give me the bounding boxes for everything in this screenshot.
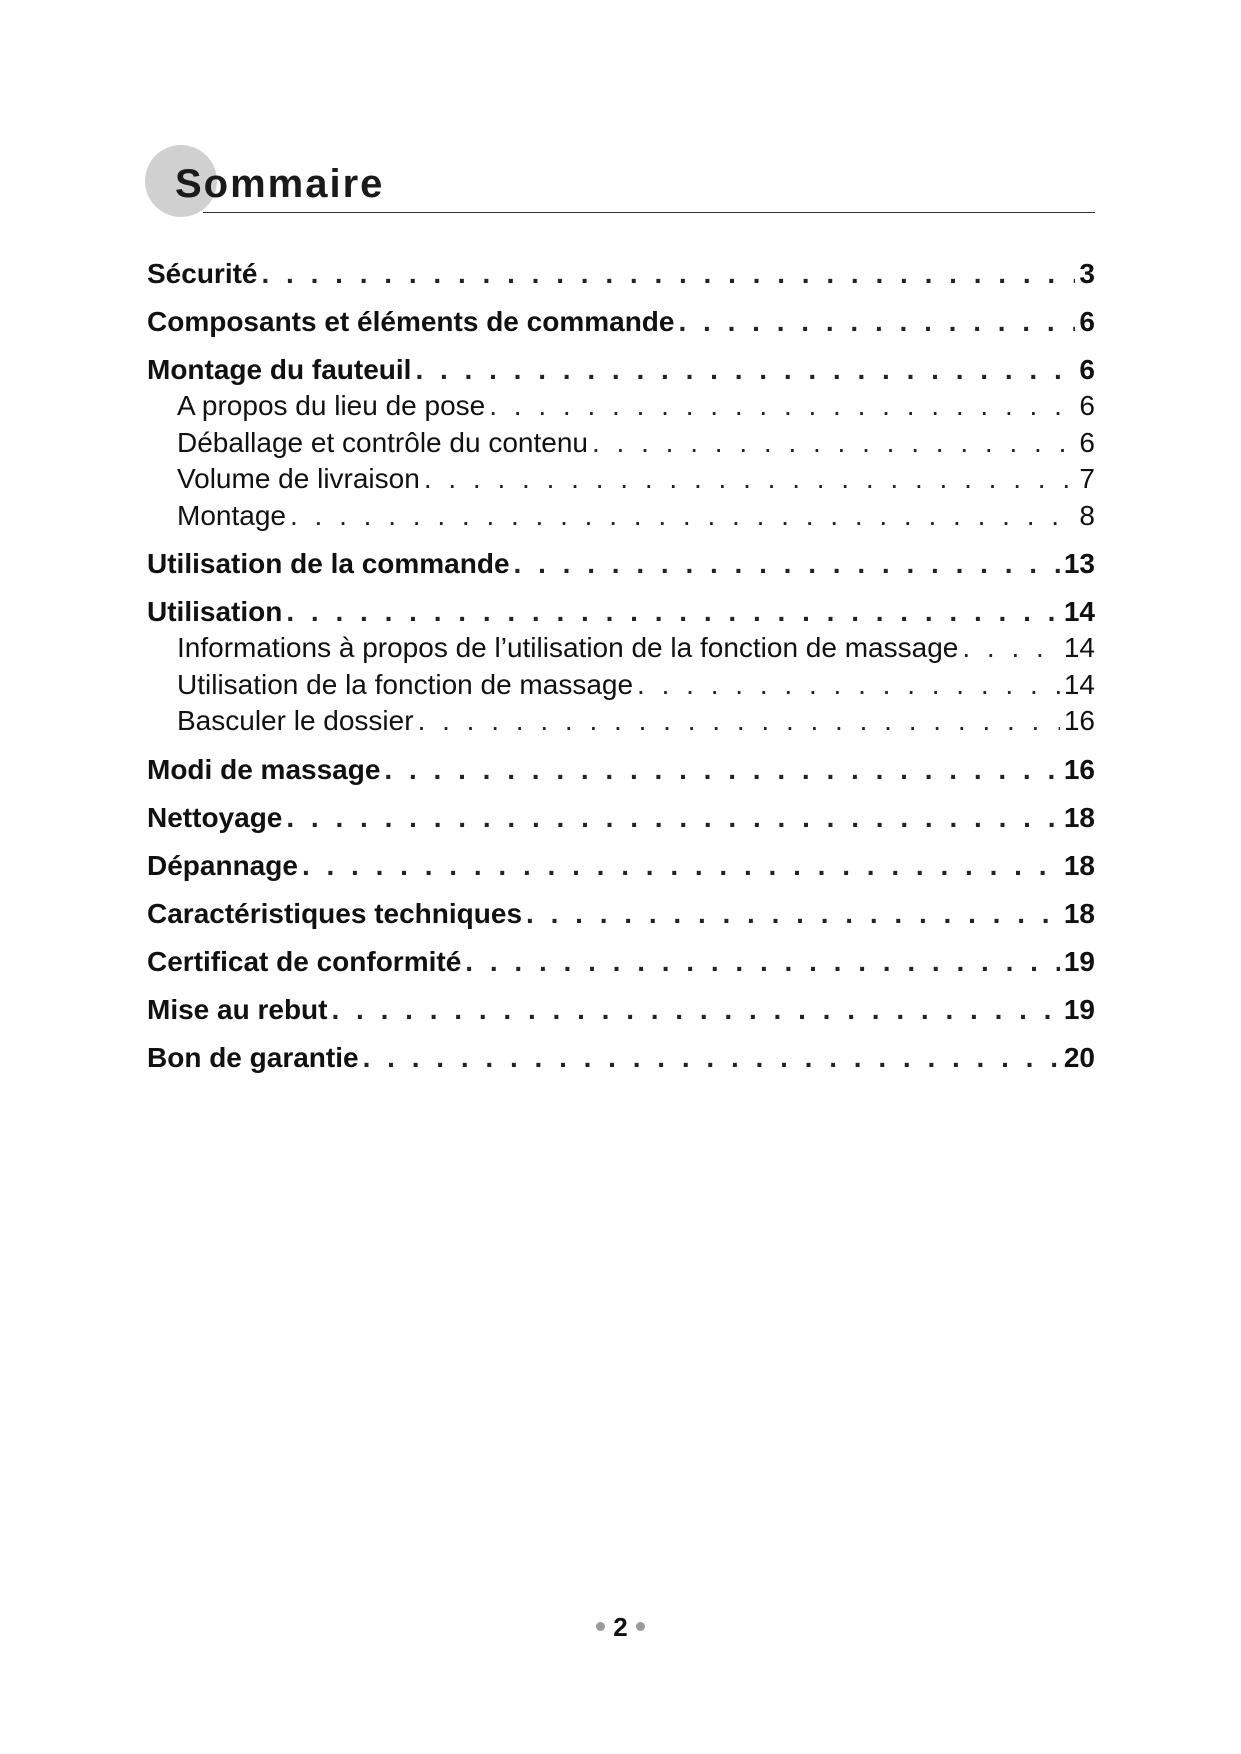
toc-dot-leader: [262, 258, 1076, 290]
footer-dot-right: [636, 1622, 645, 1631]
toc-entry-page: 20: [1063, 1041, 1095, 1073]
toc-entry-label: Déballage et contrôle du contenu: [177, 426, 588, 458]
toc-entry-label: Caractéristiques techniques: [147, 897, 523, 929]
toc-entry-label: Dépannage: [147, 849, 298, 881]
toc-entry-label: Utilisation: [147, 596, 283, 627]
toc-dot-leader: [418, 705, 1060, 737]
toc-entry: [147, 802, 1095, 838]
toc-entry-label: Montage: [177, 499, 286, 531]
toc-dot-leader: [286, 802, 1059, 834]
toc-entry-page: 14: [1063, 596, 1095, 627]
toc-subentry: [147, 390, 1095, 427]
toc-entry-label: Utilisation de la commande: [147, 548, 510, 579]
toc-dot-leader: [363, 1042, 1060, 1074]
toc-entry: [147, 898, 1095, 934]
toc-entry: [147, 754, 1095, 790]
toc-subentry: [147, 463, 1095, 500]
toc-entry-label: Volume de livraison: [177, 463, 420, 494]
toc-entry-label: Montage du fauteuil: [147, 354, 412, 385]
toc-entry-label: Certificat de conformité: [147, 945, 462, 977]
toc-dot-leader: [302, 850, 1060, 882]
toc-entry: [147, 850, 1095, 886]
toc-entry-page: 6: [1079, 390, 1095, 421]
page-number: 2: [613, 1612, 628, 1642]
toc-entry-page: 6: [1079, 354, 1095, 385]
toc-dot-leader: [465, 946, 1060, 978]
toc-dot-leader: [489, 390, 1075, 422]
toc-entry-page: 7: [1079, 463, 1095, 494]
toc-entry-page: 14: [1063, 632, 1095, 663]
toc-entry: [147, 596, 1095, 632]
toc-entry-label: A propos du lieu de pose: [177, 390, 486, 421]
toc-entry: [147, 354, 1095, 390]
toc-dot-leader: [290, 500, 1075, 532]
toc-entry-page: 3: [1079, 258, 1095, 289]
toc-entry-label: Composants et éléments de commande: [147, 306, 675, 337]
toc-entry-label: Nettoyage: [147, 801, 283, 833]
toc-subentry: [147, 705, 1095, 742]
toc-entry: [147, 946, 1095, 982]
toc-subentry: [147, 669, 1095, 706]
page-footer: [0, 1612, 1241, 1643]
toc-entry-label: Sécurité: [147, 258, 258, 289]
toc-entry: [147, 994, 1095, 1030]
toc-entry-page: 16: [1063, 753, 1095, 785]
toc-entry-page: 19: [1063, 945, 1095, 977]
toc-dot-leader: [514, 548, 1060, 580]
toc-dot-leader: [962, 632, 1059, 664]
toc-entry-page: 6: [1079, 426, 1095, 458]
toc-entry-page: 14: [1063, 668, 1095, 700]
toc-entry-label: Informations à propos de l’utilisation de la fonction de massage: [177, 632, 959, 663]
toc-subentry: [147, 500, 1095, 537]
toc-entry-label: Utilisation de la fonction de massage: [177, 668, 634, 700]
toc-entry-label: Modi de massage: [147, 753, 381, 785]
toc-entry: [147, 1042, 1095, 1078]
toc-entry: [147, 258, 1095, 294]
toc-entry-page: 18: [1063, 801, 1095, 833]
section-header: [145, 145, 1095, 215]
toc-entry: [147, 306, 1095, 342]
toc-dot-leader: [424, 463, 1076, 495]
toc-dot-leader: [331, 994, 1059, 1026]
toc-dot-leader: [384, 754, 1059, 786]
toc-dot-leader: [592, 427, 1075, 459]
toc-dot-leader: [678, 306, 1075, 338]
toc-entry: [147, 548, 1095, 584]
toc-dot-leader: [415, 354, 1075, 386]
toc-entry-page: 13: [1063, 548, 1095, 579]
toc-entry-page: 19: [1063, 993, 1095, 1025]
toc-entry-page: 18: [1063, 897, 1095, 929]
page-title: Sommaire: [175, 162, 385, 206]
title-underline: [203, 212, 1095, 213]
toc-entry-page: 6: [1079, 306, 1095, 337]
toc-dot-leader: [526, 898, 1060, 930]
toc-dot-leader: [637, 669, 1060, 701]
toc-subentry: [147, 427, 1095, 464]
toc-entry-label: Mise au rebut: [147, 993, 328, 1025]
toc-entry-label: Basculer le dossier: [177, 705, 414, 736]
table-of-contents: [147, 258, 1095, 1078]
toc-entry-label: Bon de garantie: [147, 1041, 359, 1073]
toc-dot-leader: [286, 596, 1060, 628]
toc-entry-page: 8: [1079, 499, 1095, 531]
toc-entry-page: 16: [1063, 705, 1095, 736]
toc-entry-page: 18: [1063, 849, 1095, 881]
footer-dot-left: [596, 1622, 605, 1631]
toc-subentry: [147, 632, 1095, 669]
